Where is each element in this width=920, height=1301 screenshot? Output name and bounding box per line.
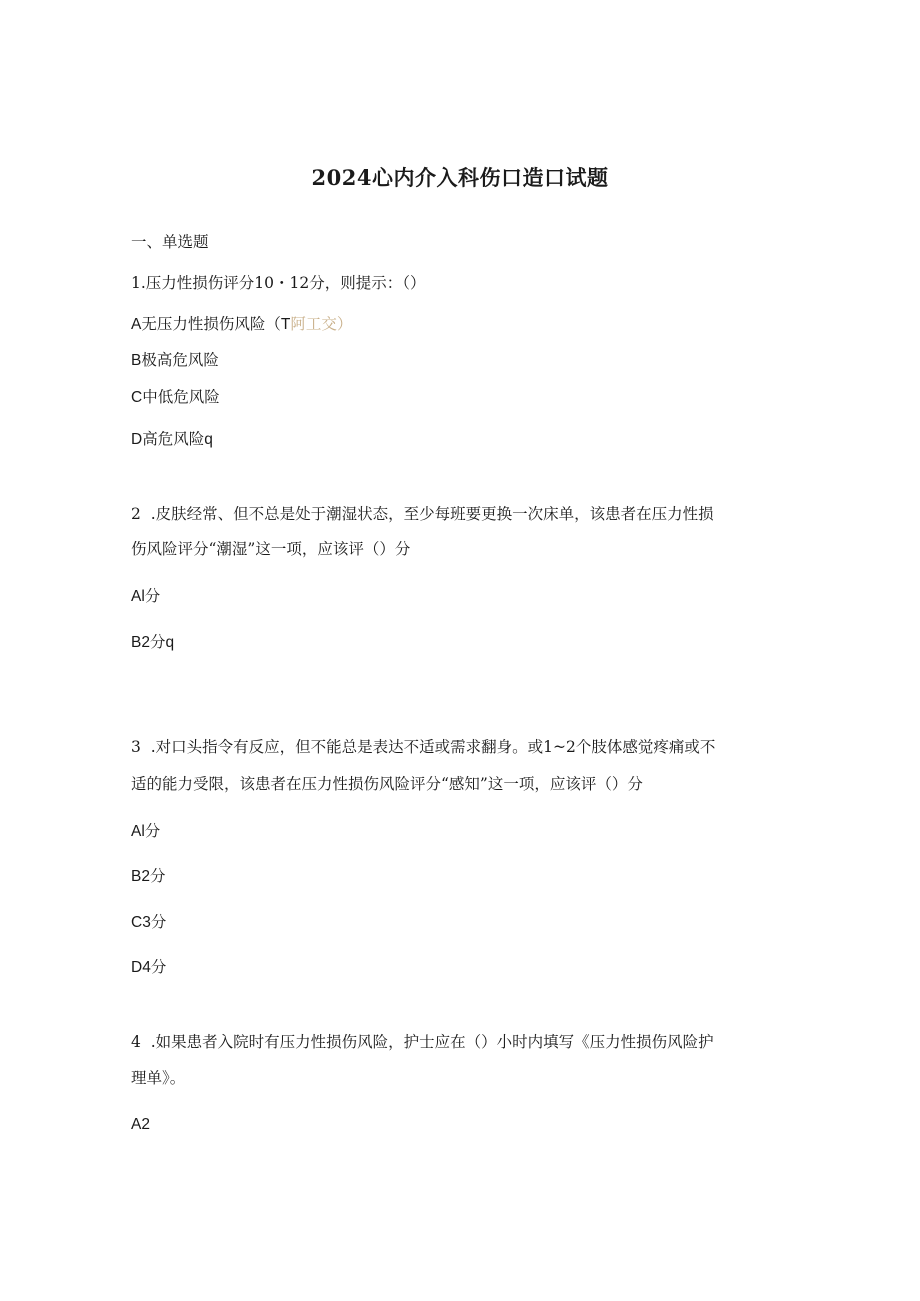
question-1-option-c: C中低危风险 (131, 389, 220, 406)
question-4-stem-line-1: 4 .如果患者入院时有压力性损伤风险，护士应在（）小时内填写《压力性损伤风险护 (131, 1033, 714, 1051)
question-3-stem-line-2: 适的能力受限，该患者在压力性损伤风险评分“感知”这一项，应该评（）分 (131, 775, 643, 793)
question-2-stem-line-2: 伤风险评分“潮湿”这一项，应该评（）分 (131, 540, 411, 558)
question-3-option-b: B2分 (131, 868, 166, 885)
question-4-stem-line-2: 理单》。 (131, 1069, 186, 1087)
question-1-option-a (131, 315, 352, 335)
section-heading: 一、单选题 (131, 233, 209, 251)
option-a-text: A无压力性损伤风险（T (131, 316, 291, 333)
question-3-option-c: C3分 (131, 914, 167, 931)
question-2-option-a: Al分 (131, 588, 161, 605)
question-3-option-d: D4分 (131, 959, 167, 976)
question-4-option-a: A2 (131, 1116, 150, 1133)
question-1-stem: 1.压力性损伤评分10・12分，则提示：（） (131, 274, 426, 292)
question-1-option-b: B极高危风险 (131, 352, 219, 369)
question-1-option-d: D高危风险q (131, 431, 213, 448)
question-2-stem-line-1: 2 .皮肤经常、但不总是处于潮湿状态，至少每班要更换一次床单，该患者在压力性损 (131, 505, 714, 523)
question-3-stem-line-1: 3 .对口头指令有反应，但不能总是表达不适或需求翻身。或1~2个肢体感觉疼痛或不 (131, 738, 716, 756)
question-2-option-b: B2分q (131, 634, 175, 651)
option-a-faint-text: 阿工交） (290, 316, 353, 333)
page-title: 2024心内介入科伤口造口试题 (311, 165, 609, 190)
question-3-option-a: Al分 (131, 823, 161, 840)
